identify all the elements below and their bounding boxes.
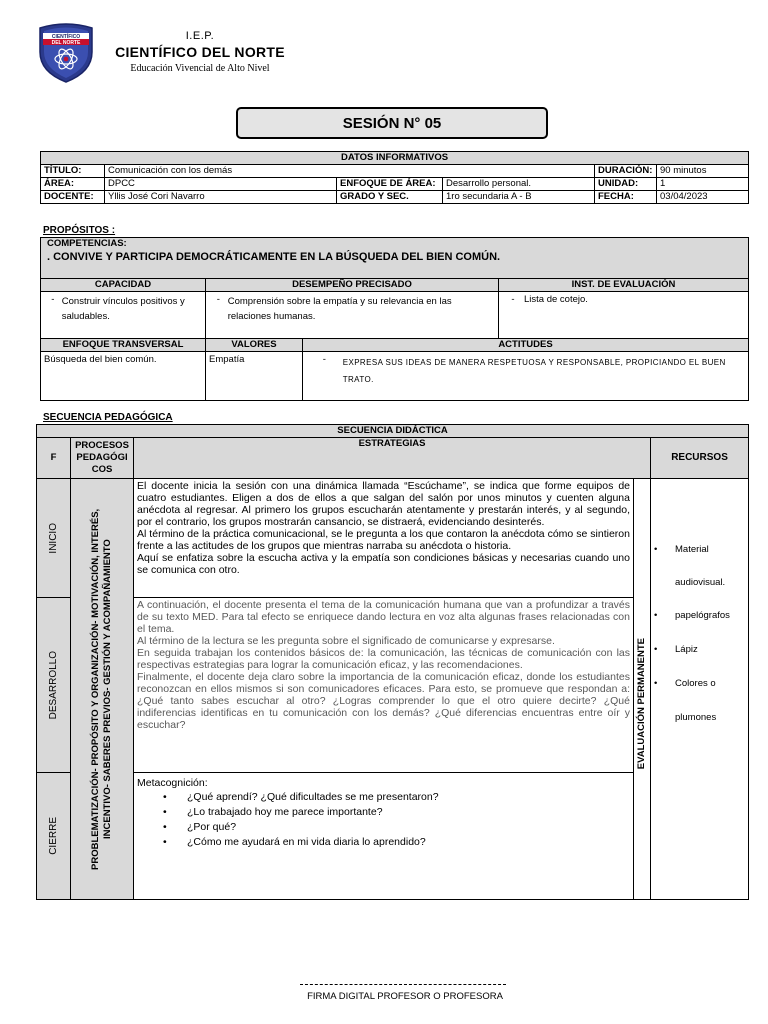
- evaluacion-vertical-text: EVALUACIÓN PERMANENTE: [636, 637, 647, 769]
- secuencia-title: SECUENCIA PEDAGÓGICA: [43, 412, 173, 423]
- cierre-strategy-cell: [134, 773, 634, 900]
- metacognicion-text: ¿Lo trabajado hoy me parece importante?: [187, 806, 383, 818]
- metacognicion-item: • ¿Qué aprendí? ¿Qué dificultades se me presentaron?: [163, 791, 439, 803]
- competencia-text: . CONVIVE Y PARTICIPA DEMOCRÁTICAMENTE EN LA BÚSQUEDA DEL BIEN COMÚN.: [47, 251, 501, 263]
- recurso-text: Lápiz: [675, 644, 698, 655]
- desarrollo-paragraph-2: Al término de la lectura se les pregunta sobre el significado de comunicarse y expresarse.: [137, 635, 555, 647]
- recurso-item: • Colores o plumones: [651, 667, 748, 735]
- secuencia-table: [36, 424, 749, 900]
- iep-label: I.E.P.: [185, 30, 215, 42]
- fecha-value: 03/04/2023: [657, 191, 749, 204]
- logo-text-line1: CIENTÍFICO: [51, 34, 81, 41]
- area-label: ÁREA:: [41, 178, 105, 191]
- col-f-header: F: [37, 438, 71, 479]
- actitud-cell: - EXPRESA SUS IDEAS DE MANERA RESPETUOSA Y RESPONSABLE, PROPICIANDO EL BUEN TRATO.: [303, 352, 749, 401]
- actitudes-header: ACTITUDES: [303, 339, 749, 352]
- fecha-label: FECHA:: [595, 191, 657, 204]
- secuencia-heading: SECUENCIA DIDÁCTICA: [37, 425, 749, 438]
- metacognicion-item: • ¿Cómo me ayudará en mi vida diaria lo aprendido?: [163, 836, 426, 848]
- titulo-value: Comunicación con los demás: [105, 165, 595, 178]
- metacognicion-list: [137, 790, 630, 850]
- recurso-text: papelógrafos: [675, 610, 730, 621]
- fase-inicio-label: INICIO: [47, 522, 59, 554]
- metacognicion-item: • ¿Lo trabajado hoy me parece importante?: [163, 806, 383, 818]
- instrumento-cell: - Lista de cotejo.: [499, 292, 749, 339]
- duracion-value: 90 minutos: [657, 165, 749, 178]
- area-value: DPCC: [105, 178, 337, 191]
- recurso-text: Colores o plumones: [675, 678, 717, 723]
- recursos-list: [651, 533, 748, 735]
- datos-heading: DATOS INFORMATIVOS: [41, 152, 749, 165]
- titulo-label: TÍTULO:: [41, 165, 105, 178]
- recurso-item: • Lápiz: [654, 644, 698, 655]
- col-procesos-header: PROCESOS PEDAGÓGI COS: [71, 438, 134, 479]
- fase-inicio-cell: [37, 479, 71, 598]
- unidad-label: UNIDAD:: [595, 178, 657, 191]
- desarrollo-paragraph-1: A continuación, el docente presenta el tema de la comunicación humana que van a profundizar a través de su texto MED. Para tal efecto se enriquece dando lectura en voz alta algunas frases relacionadas con el tema.: [137, 599, 630, 635]
- enfoque-header: ENFOQUE TRANSVERSAL: [41, 339, 206, 352]
- inicio-strategy-cell: [134, 479, 634, 598]
- capacidad-cell: - Construir vínculos positivos y saludables.: [41, 292, 206, 339]
- recursos-cell: [651, 479, 749, 900]
- signature-label: FIRMA DIGITAL PROFESOR O PROFESORA: [307, 991, 503, 1002]
- instrumento-header: INST. DE EVALUACIÓN: [499, 279, 749, 292]
- docente-label: DOCENTE:: [41, 191, 105, 204]
- school-motto: Educación Vivencial de Alto Nivel: [130, 63, 270, 74]
- valor-value: Empatía: [206, 352, 303, 401]
- col-recursos-header: RECURSOS: [651, 438, 749, 479]
- desempeno-text: Comprensión sobre la empatía y su relevancia en las relaciones humanas.: [227, 296, 452, 322]
- fase-cierre-label: CIERRE: [47, 817, 59, 855]
- grado-value: 1ro secundaria A - B: [443, 191, 595, 204]
- desarrollo-paragraph-3: En seguida trabajan los contenidos básicos de: la comunicación, las técnicas de comunicación con las respectivas estrategias para lograr la comunicación eficaz, y las recomendaciones.: [137, 647, 630, 671]
- valores-header: VALORES: [206, 339, 303, 352]
- session-title: SESIÓN N° 05: [236, 107, 548, 139]
- desempeno-header: DESEMPEÑO PRECISADO: [206, 279, 499, 292]
- competencias-cell: [41, 238, 749, 279]
- school-logo-shield: [36, 22, 96, 84]
- school-name: CIENTÍFICO DEL NORTE: [115, 44, 285, 60]
- desarrollo-strategy-cell: [134, 598, 634, 773]
- inicio-paragraph-3: Aquí se enfatiza sobre la escucha activa y la empatía son condiciones básicas y necesarias cuando uno se comunica con otro.: [137, 552, 630, 576]
- procesos-vertical-text: PROBLEMATIZACIÓN- PROPÓSITO Y ORGANIZACIÓN- MOTIVACIÓN, INTERÉS, INCENTIVO- SABERES PREVIOS- GESTIÓN Y ACOMPAÑAMIENTO: [90, 508, 113, 870]
- metacognicion-text: ¿Cómo me ayudará en mi vida diaria lo aprendido?: [187, 836, 426, 848]
- col-estrategias-header: ESTRATEGIAS: [134, 438, 651, 479]
- inicio-paragraph-2: Al término de la práctica comunicacional, se le pregunta a los que contaron la anécdota cómo se sintieron frente a las actitudes de los grupos que mientras narraba su anécdota o historia.: [137, 528, 630, 552]
- enfoque-area-value: Desarrollo personal.: [443, 178, 595, 191]
- capacidad-text: Construir vínculos positivos y saludables.: [61, 296, 185, 322]
- signature-line: [300, 984, 506, 985]
- unidad-value: 1: [657, 178, 749, 191]
- logo-text-line2: DEL NORTE: [51, 40, 81, 47]
- fase-desarrollo-cell: [37, 598, 71, 773]
- desarrollo-paragraph-4: Finalmente, el docente deja claro sobre la importancia de la comunicación eficaz, donde los estudiantes reconozcan en ellos mismos si son comunicadores eficaces. Para esto, se promueve que respondan a: ¿Qué tanto sabes escuchar al otro? ¿Logras comprender lo que el otro quiere decirte? ¿Qué indiferencias identificas en tu comunicación con los demás? ¿Qué diferencias encuentras entre oír y escuchar?: [137, 671, 630, 731]
- recurso-item: • papelógrafos: [654, 610, 730, 621]
- evaluacion-cell: [634, 479, 651, 900]
- metacognicion-item: • ¿Por qué?: [163, 821, 237, 833]
- inicio-paragraph-1: El docente inicia la sesión con una dinámica llamada “Escúchame”, se indica que forme equipos de cuatro estudiantes. Eligen a dos de ellos a que salgan del salón por unos minutos y cuenten alguna anécdota al regresar. Al primero los grupos escucharán atentamente y prestarán interés, y al segundo, por el contrario, los grupos mostrarán cansancio, se distraerá, evidenciando desinterés.: [137, 480, 630, 528]
- actitud-text: EXPRESA SUS IDEAS DE MANERA RESPETUOSA Y RESPONSABLE, PROPICIANDO EL BUEN TRATO.: [342, 358, 726, 384]
- docente-value: Yllis José Cori Navarro: [105, 191, 337, 204]
- procesos-cell: [71, 479, 134, 900]
- capacidad-header: CAPACIDAD: [41, 279, 206, 292]
- competencias-label: COMPETENCIAS:: [47, 238, 127, 249]
- enfoque-value: Búsqueda del bien común.: [41, 352, 206, 401]
- enfoque-area-label: ENFOQUE DE ÁREA:: [337, 178, 443, 191]
- datos-informativos-table: [40, 151, 749, 204]
- propositos-title: PROPÓSITOS :: [43, 225, 116, 236]
- fase-cierre-cell: [37, 773, 71, 900]
- recurso-item: • Material audiovisual.: [651, 533, 748, 599]
- duracion-label: DURACIÓN:: [595, 165, 657, 178]
- desempeno-cell: - Comprensión sobre la empatía y su relevancia en las relaciones humanas.: [206, 292, 499, 339]
- instrumento-text: Lista de cotejo.: [524, 294, 588, 305]
- propositos-table: [40, 237, 749, 401]
- recurso-text: Material audiovisual.: [675, 544, 726, 588]
- grado-label: GRADO Y SEC.: [337, 191, 443, 204]
- fase-desarrollo-label: DESARROLLO: [47, 650, 59, 720]
- metacognicion-text: ¿Qué aprendí? ¿Qué dificultades se me presentaron?: [187, 791, 439, 803]
- metacognicion-text: ¿Por qué?: [187, 821, 237, 833]
- metacognicion-title: Metacognición:: [137, 777, 208, 789]
